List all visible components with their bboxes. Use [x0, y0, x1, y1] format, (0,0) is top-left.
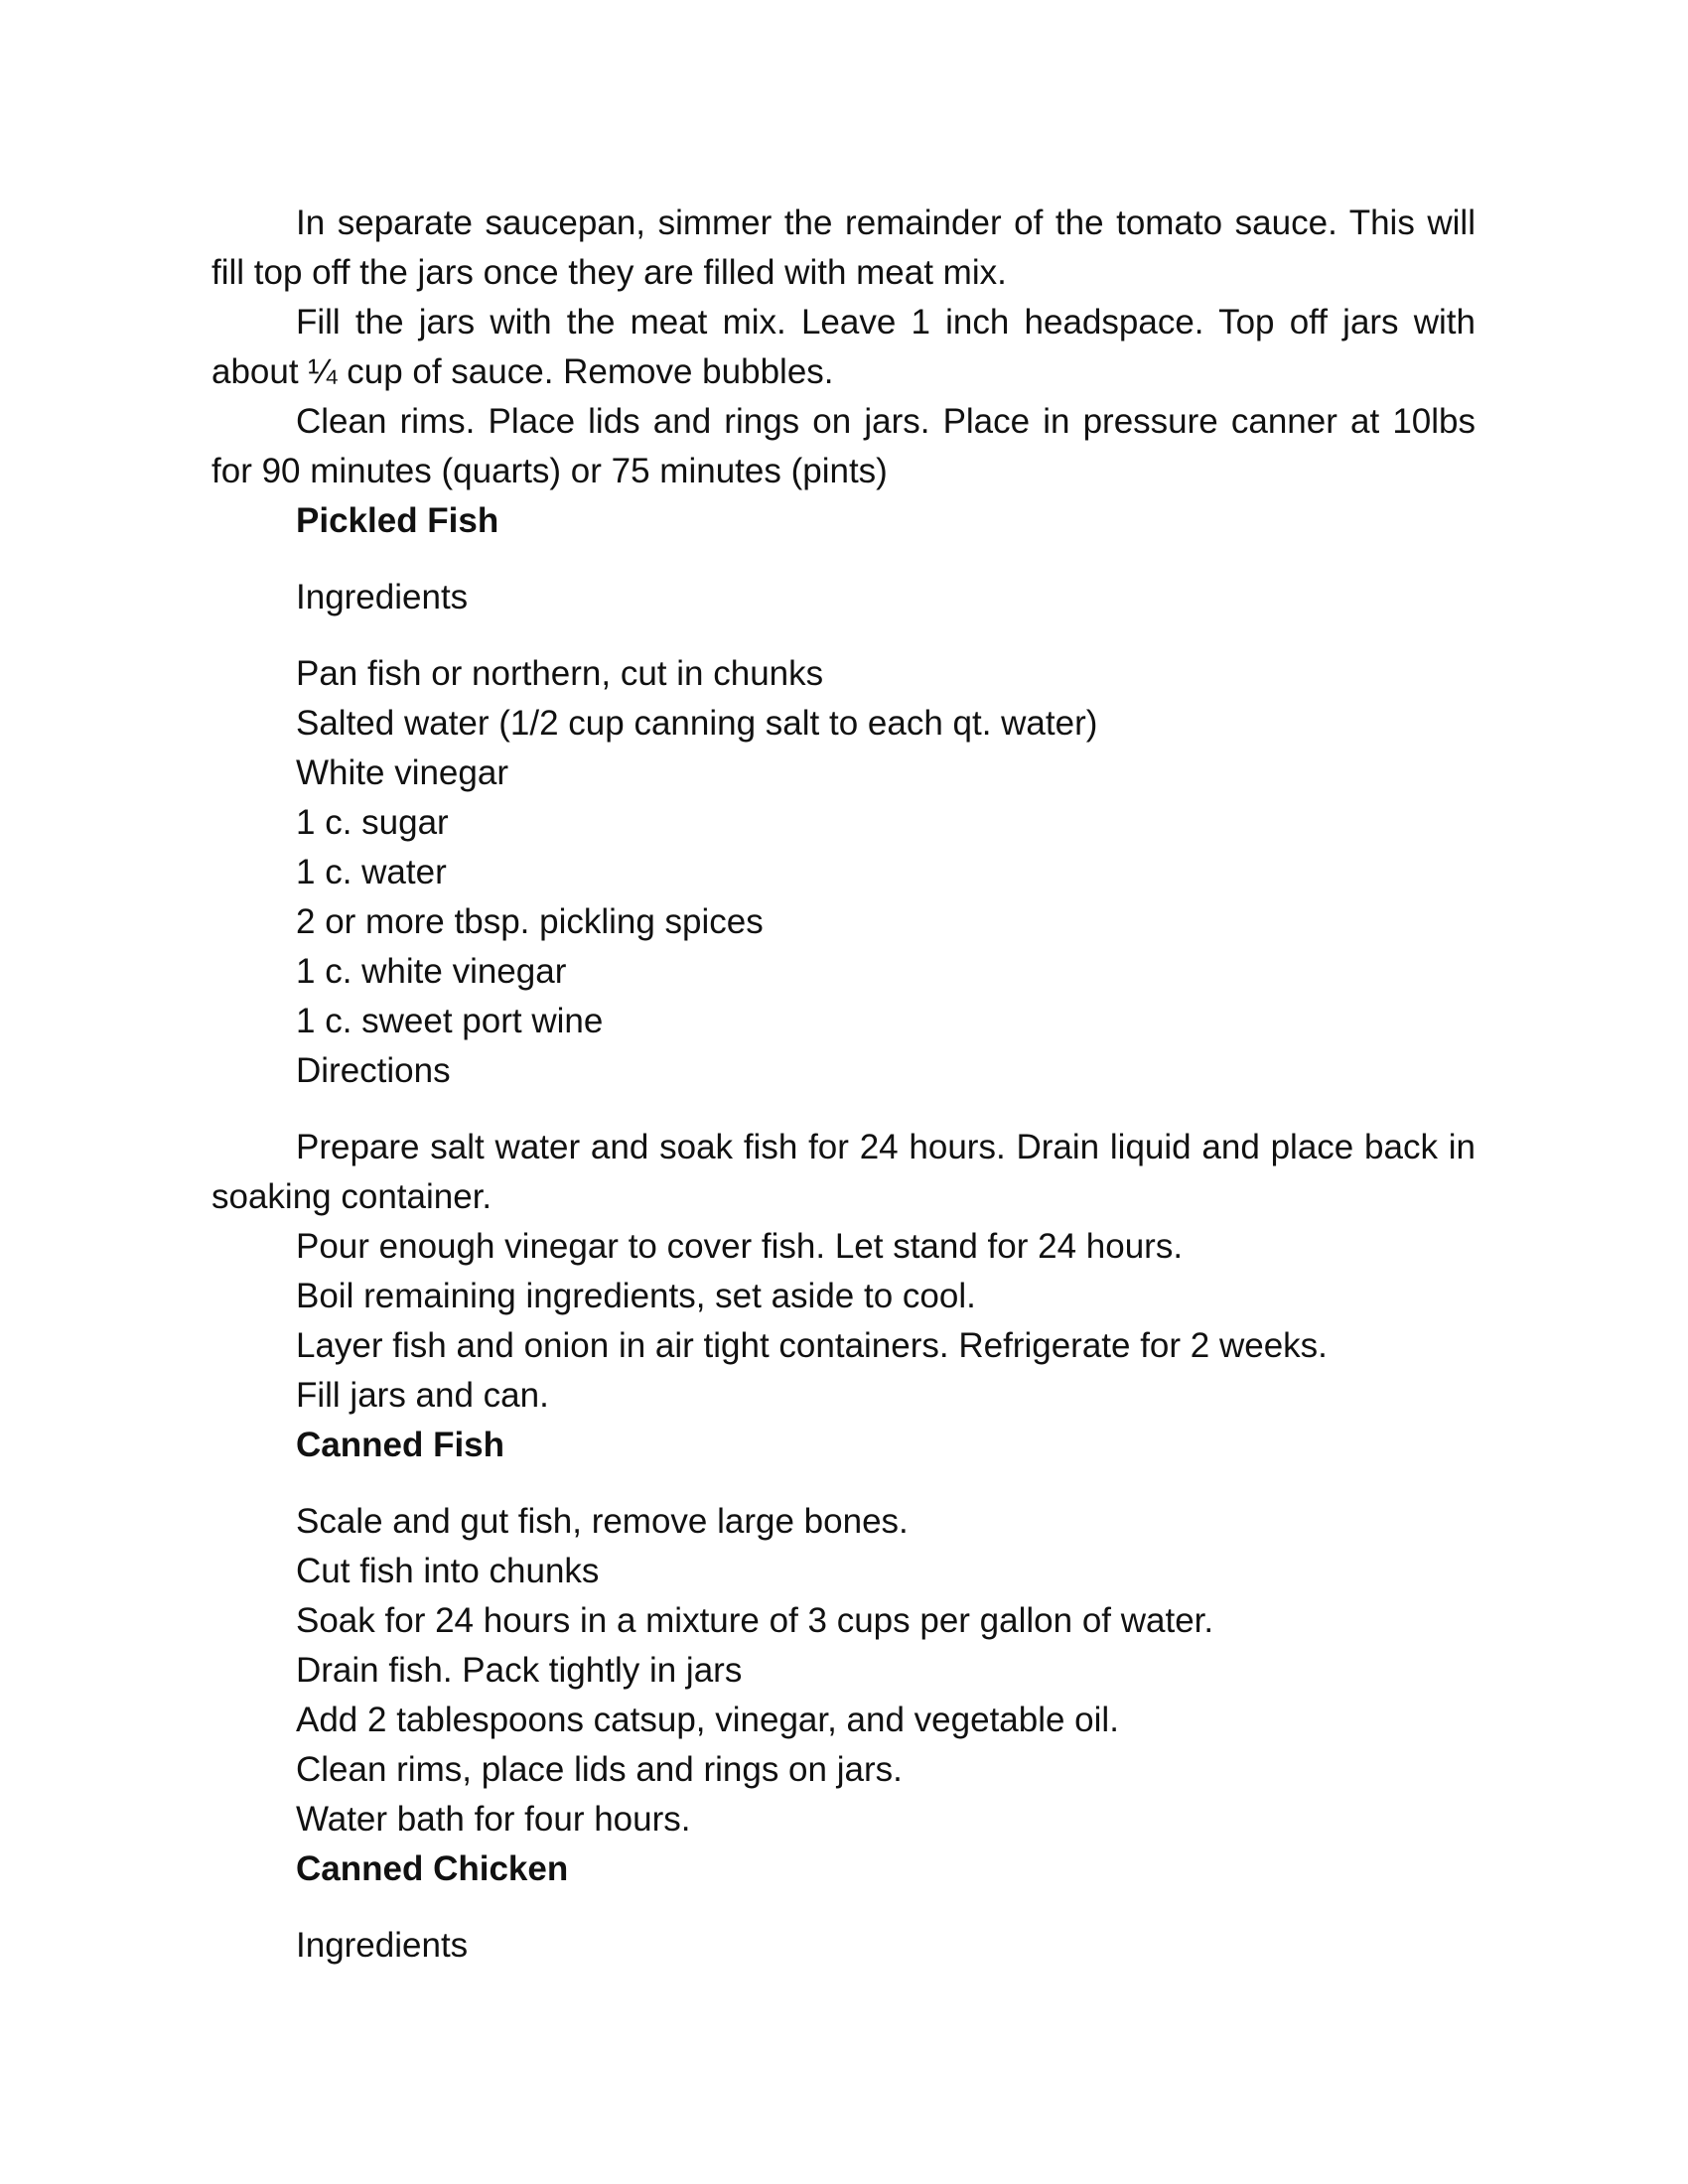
section-title-pickled-fish: Pickled Fish — [296, 501, 499, 540]
list-item: Drain fish. Pack tightly in jars — [296, 1651, 743, 1690]
steps-list — [211, 1497, 1476, 1844]
section-title-canned-fish: Canned Fish — [296, 1426, 505, 1464]
list-item: Soak for 24 hours in a mixture of 3 cups per gallon of water. — [296, 1601, 1214, 1640]
list-item: Fill jars and can. — [296, 1376, 549, 1415]
intro-paragraph: Fill the jars with the meat mix. Leave 1 inch headspace. Top off jars with about ¼ cup of sauce. Remove bubbles. — [211, 303, 1476, 391]
list-item: White vinegar — [296, 753, 508, 792]
direction-paragraph: Prepare salt water and soak fish for 24 hours. Drain liquid and place back in soaking container. — [211, 1128, 1476, 1216]
list-item: 2 or more tbsp. pickling spices — [296, 902, 764, 941]
directions-list — [211, 1222, 1476, 1421]
ingredients-label: Ingredients — [296, 1926, 469, 1965]
list-item: 1 c. sweet port wine — [296, 1002, 604, 1040]
list-item: Layer fish and onion in air tight containers. Refrigerate for 2 weeks. — [296, 1326, 1328, 1365]
ingredients-list — [211, 649, 1476, 1046]
intro-paragraph: Clean rims. Place lids and rings on jars. Place in pressure canner at 10lbs for 90 minutes (quarts) or 75 minutes (pints) — [211, 402, 1476, 490]
intro-paragraph: In separate saucepan, simmer the remainder of the tomato sauce. This will fill top off the jars once they are filled with meat mix. — [211, 204, 1476, 292]
list-item: Boil remaining ingredients, set aside to cool. — [296, 1277, 976, 1315]
list-item: 1 c. water — [296, 853, 447, 891]
list-item: Add 2 tablespoons catsup, vinegar, and vegetable oil. — [296, 1701, 1119, 1739]
list-item: Salted water (1/2 cup canning salt to each qt. water) — [296, 704, 1098, 743]
directions-label: Directions — [296, 1051, 451, 1090]
list-item: Clean rims, place lids and rings on jars. — [296, 1750, 903, 1789]
list-item: Scale and gut fish, remove large bones. — [296, 1502, 909, 1541]
list-item: Cut fish into chunks — [296, 1552, 600, 1590]
ingredients-label: Ingredients — [296, 578, 469, 616]
list-item: 1 c. white vinegar — [296, 952, 567, 991]
list-item: Pour enough vinegar to cover fish. Let stand for 24 hours. — [296, 1227, 1184, 1266]
document-page — [211, 199, 1476, 1997]
section-title-canned-chicken: Canned Chicken — [296, 1849, 569, 1888]
list-item: 1 c. sugar — [296, 803, 449, 842]
list-item: Water bath for four hours. — [296, 1800, 691, 1839]
list-item: Pan fish or northern, cut in chunks — [296, 654, 824, 693]
